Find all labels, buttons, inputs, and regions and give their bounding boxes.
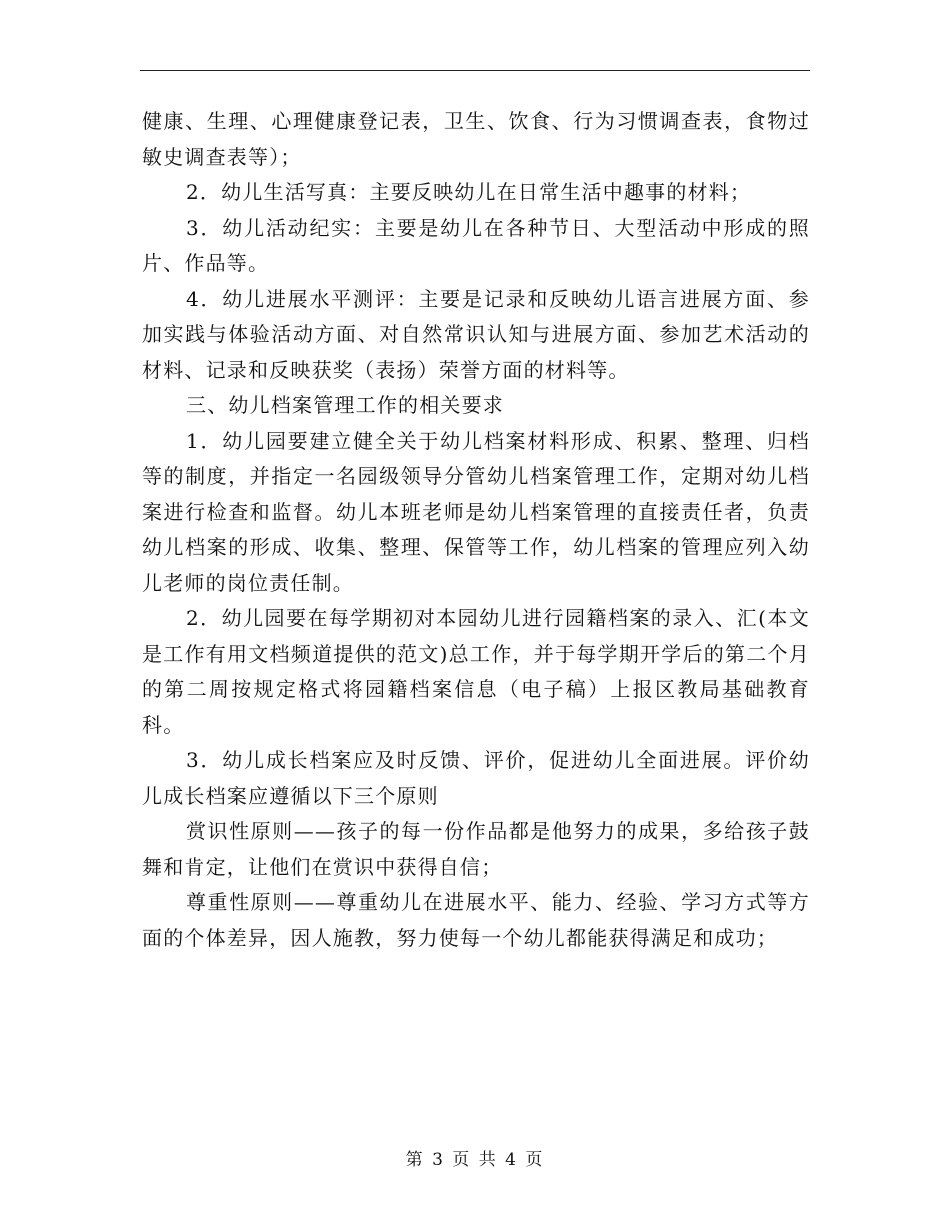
paragraph-principle-respect: 尊重性原则——尊重幼儿在进展水平、能力、经验、学习方式等方面的个体差异，因人施教，努力使每一个幼儿都能获得满足和成功；	[142, 890, 810, 950]
paragraph-requirement-3: 3．幼儿成长档案应及时反馈、评价，促进幼儿全面进展。评价幼儿成长档案应遵循以下三个原则	[142, 748, 810, 808]
section-heading: 三、幼儿档案管理工作的相关要求	[186, 393, 504, 417]
paragraph-requirement-2: 2．幼儿园要在每学期初对本园幼儿进行园籍档案的录入、汇(本文是工作有用文档频道提供的范文)总工作，并于每学期开学后的第二个月的第二周按规定格式将园籍档案信息（电子稿）上报区教局基础教育科。	[142, 606, 810, 737]
paragraph-principle-appreciation: 赏识性原则——孩子的每一份作品都是他努力的成果，多给孩子鼓舞和肯定，让他们在赏识中获得自信；	[142, 819, 810, 879]
paragraph-requirement-1: 1．幼儿园要建立健全关于幼儿档案材料形成、积累、整理、归档等的制度，并指定一名园级领导分管幼儿档案管理工作，定期对幼儿档案进行检查和监督。幼儿本班老师是幼儿档案管理的直接责任者，负责幼儿档案的形成、收集、整理、保管等工作，幼儿档案的管理应列入幼儿老师的岗位责任制。	[142, 428, 810, 595]
page-number-footer: 第 3 页 共 4 页	[405, 1150, 545, 1170]
paragraph-development-assessment: 4．幼儿进展水平测评：主要是记录和反映幼儿语言进展方面、参加实践与体验活动方面、对自然常识认知与进展方面、参加艺术活动的材料、记录和反映获奖（表扬）荣誉方面的材料等。	[142, 286, 810, 382]
paragraph-continuation: 健康、生理、心理健康登记表，卫生、饮食、行为习惯调查表，食物过敏史调查表等）；	[142, 109, 810, 169]
paragraph-activity-records: 3．幼儿活动纪实：主要是幼儿在各种节日、大型活动中形成的照片、作品等。	[142, 215, 810, 275]
paragraph-life-photos: 2．幼儿生活写真：主要反映幼儿在日常生活中趣事的材料；	[186, 180, 752, 204]
header-rule	[140, 70, 810, 71]
document-body	[142, 104, 810, 956]
